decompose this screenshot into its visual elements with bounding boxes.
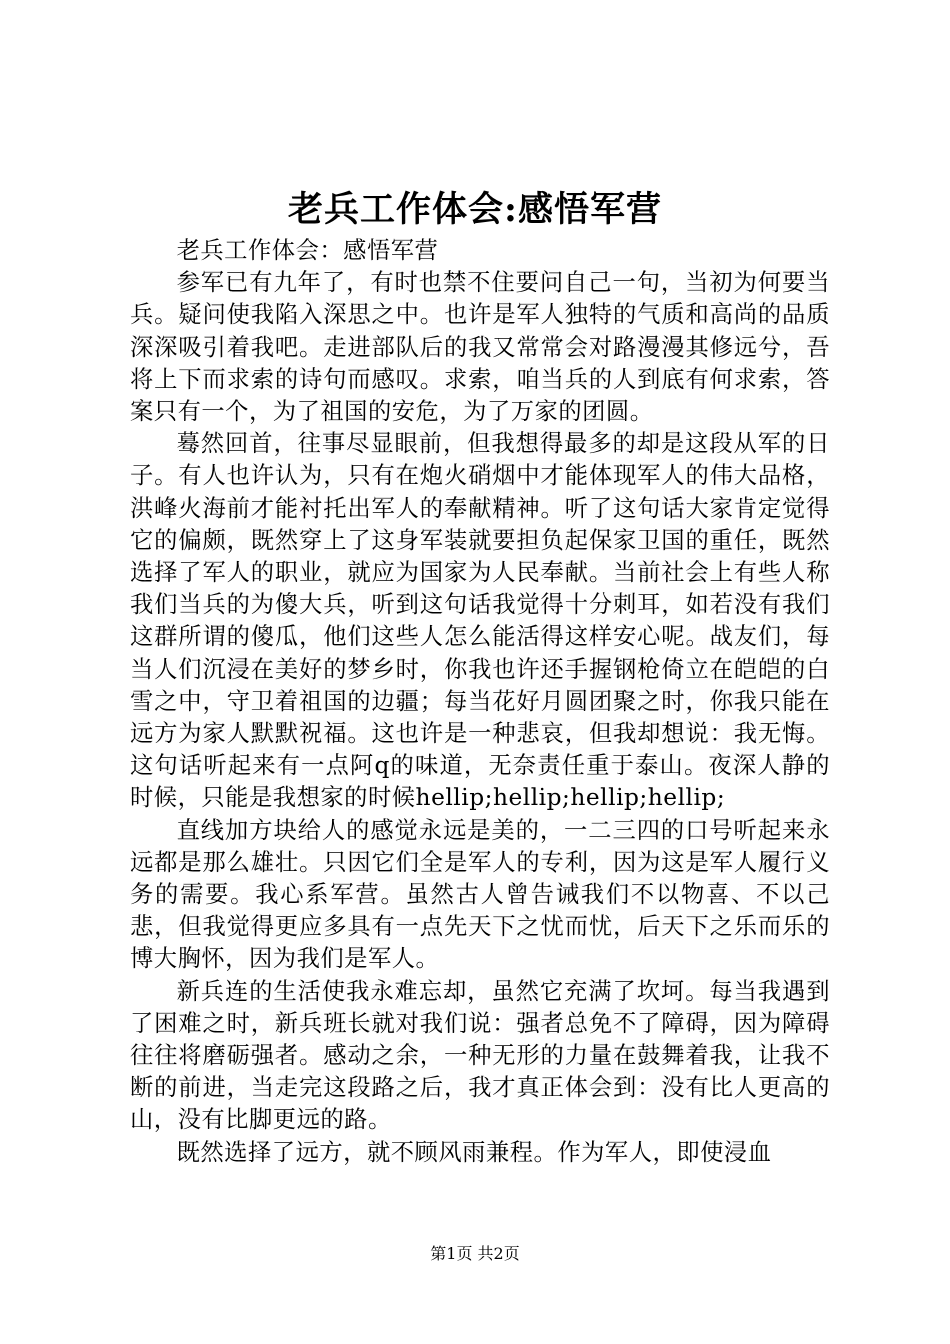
document-title: 老兵工作体会:感悟军营	[288, 189, 662, 230]
paragraph: 蓦然回首，往事尽显眼前，但我想得最多的却是这段从军的日子。有人也许认为，只有在炮火硝烟中才能体现军人的伟大品格，洪峰火海前才能衬托出军人的奉献精神。听了这句话大家肯定觉得它的偏颇，既然穿上了这身军装就要担负起保家卫国的重任，既然选择了军人的职业，就应为国家为人民奉献。当前社会上有些人称我们当兵的为傻大兵，听到这句话我觉得十分刺耳，如若没有我们这群所谓的傻瓜，他们这些人怎么能活得这样安心呢。战友们，每当人们沉浸在美好的梦乡时，你我也许还手握钢枪倚立在皑皑的白雪之中，守卫着祖国的边疆；每当花好月圆团聚之时，你我只能在远方为家人默默祝福。这也许是一种悲哀，但我却想说：我无悔。这句话听起来有一点阿q的味道，无奈责任重于泰山。夜深人静的时候，只能是我想家的时候hellip;hellip;hellip;hellip;	[130, 430, 830, 812]
paragraph: 参军已有九年了，有时也禁不住要问自己一句，当初为何要当兵。疑问使我陷入深思之中。也许是军人独特的气质和高尚的品质深深吸引着我吧。走进部队后的我又常常会对路漫漫其修远兮，吾将上下而求索的诗句而感叹。求索，咱当兵的人到底有何求索，答案只有一个，为了祖国的安危，为了万家的团圆。	[130, 269, 830, 426]
document-body	[130, 235, 830, 1169]
page-footer: 第1页 共2页	[430, 1244, 520, 1263]
paragraph: 既然选择了远方，就不顾风雨兼程。作为军人，即使浸血	[176, 1138, 772, 1166]
paragraph: 直线加方块给人的感觉永远是美的，一二三四的口号听起来永远都是那么雄壮。只因它们全是军人的专利，因为这是军人履行义务的需要。我心系军营。虽然古人曾告诫我们不以物喜、不以己悲，但我觉得更应多具有一点先天下之忧而忧，后天下之乐而乐的博大胸怀，因为我们是军人。	[130, 816, 830, 973]
paragraph: 新兵连的生活使我永难忘却，虽然它充满了坎坷。每当我遇到了困难之时，新兵班长就对我们说：强者总免不了障碍，因为障碍往往将磨砺强者。感动之余，一种无形的力量在鼓舞着我，让我不断的前进，当走完这段路之后，我才真正体会到：没有比人更高的山，没有比脚更远的路。	[130, 977, 830, 1134]
paragraph: 老兵工作体会：感悟军营	[176, 237, 439, 264]
